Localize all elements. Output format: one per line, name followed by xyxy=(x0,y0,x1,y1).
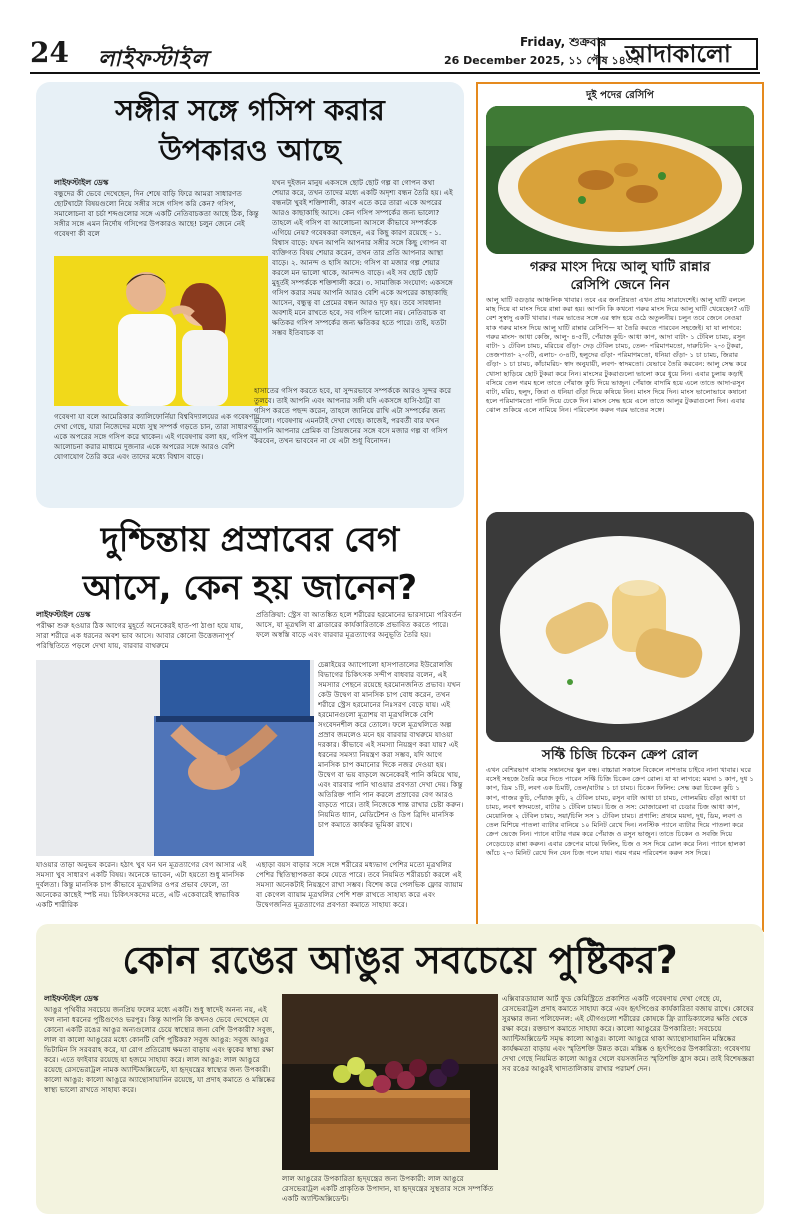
byline: লাইফস্টাইল ডেস্ক xyxy=(36,610,91,619)
byline: লাইফস্টাইল ডেস্ক xyxy=(54,178,109,187)
recipe-crepe-text: এখন বেশিরভাগ বাসায় সন্তানদের স্কুল বন্ধ। বাচ্চারা সকালে বিকেলে নাশতায় চাইবে নানা খাবার। ঘরে বসেই সহজে তৈরি করে দিতে পারেন সফ্টি চিজি চিকেন ক্রেপ রোল। যা যা লাগবে: ময়দা ১ কাপ, দুধ ১ কাপ, ডিম ১টি, লবণ এক চিমটি, তেল/বাটার ১ চা চামচ। চিকেন ফিলিং: সেদ্ধ করা চিকেন কুচি ১ কাপ, গাজর কুচি, পেঁয়াজ কুচি, ২ টেবিল চামচ, রসুন বাটা আধা চা চামচ, গোলমরিচ গুঁড়া আধা চা চামচ, লবণ স্বাদমতো, বাটার ১ টেবিল চামচ। চিজ ও সস: মোজারেলা বা চেডার চিজ আধা কাপ, মেয়োনিজ ২ টেবিল চামচ, সয়া/চিলি সস ১ টেবিল চামচ। প্রণালি: প্রথমে ময়দা, দুধ, ডিম, লবণ ও তেল মিশিয়ে পাতলা ব্যাটার বানিয়ে ১০ মিনিট রেখে দিন। ননস্টিক প্যানে ব্যাটার দিয়ে পাতলা করে ক্রেপ ভেজে নিন। প্যানে বাটার গরম করে পেঁয়াজ ও রসুন ভাজুন। তাতে চিকেন ও সবজি দিয়ে নেড়েচেড়ে রান্না করুন। এবার ক্রেপের মাঝে ফিলিং, চিজ ও সস দিয়ে রোল করে নিন। প্যানে হালকা আঁচে ২-৩ মিনিট রেখে দিন যেন চিজ গলে যায়। গরম গরম পরিবেশন করুন সস দিয়ে। xyxy=(486,766,754,857)
couple-illustration xyxy=(54,256,268,406)
man-illustration xyxy=(36,660,314,856)
recipes-section-label: দুই পদের রেসিপি xyxy=(586,90,654,101)
body-text: যখন দুইজন মানুষ একসঙ্গে ছোট ছোট গল্প বা গোপন কথা শেয়ার করে, তখন তাদের মধ্যে একটি অদৃশ্য বন্ধন তৈরি হয়। এই বন্ধনটা খুবই শক্তিশালী, কারণ এতে করে তারা একে অপরের আরও কাছাকাছি আসে। কেন গসিপ সম্পর্কের জন্য ভালো? তাহলে এই গসিপ বা আলোচনা আসলে কীভাবে সম্পর্ককে এগিয়ে নেয়? গবেষকরা বলছেন, এর কিছু কারণ রয়েছে - ১. বিশ্বাস বাড়ে: যখন আপনি আপনার সঙ্গীর সঙ্গে কিছু গোপন বা ব্যক্তিগত বিষয় শেয়ার করেন, তখন তার প্রতি আপনার আস্থা বাড়ে। ২. আনন্দ ও হাসি আসে: গসিপ বা মজার গল্প শেয়ার করলে মন ভালো থাকে, আনন্দও বাড়ে। এই সব ছোট ছোট মুহূর্তই সম্পর্ককে শক্তিশালী করে। ৩. সামাজিক সংযোগ: একসঙ্গে গসিপ করার সময় আপনি আরও বেশি একে অপরের কাছাকাছি আসেন, বন্ধুত্ব বা প্রেমের বন্ধন আরও দৃঢ় হয়। তবে সাবধান! অবশ্যই মনে রাখতে হবে, সব গসিপ ভালো নয়। নেতিবাচক বা ক্ষতিকর গসিপ সম্পর্কের জন্য ক্ষতিকর হতে পারে। তাই, যতটা সম্ভব ইতিবাচক বা xyxy=(272,178,453,337)
masthead xyxy=(0,0,792,74)
byline: লাইফস্টাইল ডেস্ক xyxy=(44,994,99,1003)
article-anxiety-intro xyxy=(36,610,250,658)
body-text: গবেষণা যা বলে আমেরিকার ক্যালিফোর্নিয়া বিশ্ববিদ্যালয়ের এক গবেষণায় দেখা গেছে, যারা নিজেদের মধ্যে সুস্থ সম্পর্ক গড়তে চান, তারা সাধারণত একে অপরের সঙ্গে গসিপ করে থাকেন। এই গবেষণায় বলা হয়, গসিপ বা আলোচনা করার মাধ্যমে দুজনার একে অপরের সঙ্গে আরও বেশি যোগাযোগ তৈরি করে এবং তাদের মধ্যে বিশ্বাস বাড়ে। xyxy=(54,412,260,461)
recipe-beef-title[interactable] xyxy=(486,258,754,294)
newspaper-logo: আদাকালো xyxy=(598,38,758,70)
body-text: প্রতিক্রিয়া: স্ট্রেস বা আতঙ্কিত হলে শরীরের হরমোনের ভারসাম্যে পরিবর্তন আসে, যা মূত্রথলি বা ব্লাডারের কার্যকারিতাকে প্রভাবিত করতে পারে। ফলে অস্বস্তি বাড়ে এবং বারবার মূত্রত্যাগের অনুভূতি তৈরি হয়। xyxy=(256,610,462,639)
body-text: যাওয়ার তাড়া অনুভব করেন। হঠাৎ খুব ঘন ঘন মূত্রত্যাগের বেগ আসার এই সমস্যা খুব সাধারণ একটি বিষয়। অনেকে ভাবেন, এটা হয়তো শুধু মানসিক দুর্বলতা। কিন্তু মানসিক চাপ কীভাবে মূত্রথলির ওপর প্রভাব ফেলে, তা অনেকের কাছেই স্পষ্ট নয়। চিকিৎসকদের মতে, এটি একেবারেই স্বাভাবিক একটি শারীরিক xyxy=(36,860,247,909)
recipe-crepe-title[interactable]: সফ্টি চিজি চিকেন ক্রেপ রোল xyxy=(541,747,699,763)
body-text: পরীক্ষা শুরু হওয়ার ঠিক আগের মুহূর্তে অনেকেরই হাত-পা ঠাণ্ডা হয়ে যায়, সারা শরীরে এক ধরনের অবশ ভাব আসে। আবার কোনো উত্তেজনাপূর্ণ পরিস্থিতিতে পড়লে দেখা যায়, বারবার বাথরুমে xyxy=(36,621,244,650)
recipe-title-line: গরুর মাংস দিয়ে আলু ঘাটি রান্নার xyxy=(529,259,711,275)
body-text: চেন্নাইয়ের অ্যাপোলো হাসপাতালের ইউরোলজি বিভাগের চিকিৎসক সন্দীপ বাধবার বলেন, এই সমস্যার পেছনে রয়েছে হরমোনজনিত প্রভাব। যখন কেউ উদ্বেগ বা মানসিক চাপ বোধ করেন, তখন শরীরে স্ট্রেস হরমোনের নিঃসরণ বেড়ে যায়। এই হরমোনগুলো মূত্রাশয় বা মূত্রথলিকে বেশি সংবেদনশীল করে তোলে। ফলে মূত্রথলিতে অল্প প্রস্রাব জমলেও মনে হয় বারবার বাথরুমে যাওয়া দরকার। কীভাবে এই সমস্যা নিয়ন্ত্রণ করা যায়? এই ধরনের সমস্যা নিয়ন্ত্রণ করা সম্ভব, যদি আগে মানসিক চাপ কমানোর দিকে নজর দেওয়া হয়। উদ্বেগ বা ভয় বাড়লে অনেকেরই পানি কমিয়ে খায়, এবং বারবার পানি খাওয়ার প্রবণতা দেখা দেয়। কিন্তু অতিরিক্ত পানি পান করলে প্রস্রাবের বেগ আরও বাড়তে পারে। তাই নিজেকে শান্ত রাখার চেষ্টা করুন। নিয়মিত ধ্যান, মেডিটেশন ও ডিপ ব্রিদিং মানসিক চাপ কমাতে কার্যকর ভূমিকা রাখে। xyxy=(318,660,464,829)
grapes-photo-caption: লাল আঙুরের উপকারিতা হৃদ্‌যন্ত্রের জন্য উপকারী: লাল আঙুরে রেসভেরাট্রল একটি প্রাকৃতিক উপাদান, যা হৃদ্‌যন্ত্রের সুস্থতার সঙ্গে সম্পর্কিত একটি অ্যান্টিঅক্সিডেন্ট। xyxy=(282,1174,494,1203)
crepe-plate-illustration xyxy=(486,512,754,742)
article-anxiety-age xyxy=(256,860,464,932)
article-grapes-headline[interactable]: কোন রঙের আঙুর সবচেয়ে পুষ্টিকর? xyxy=(122,938,678,982)
article-grapes-col3 xyxy=(502,994,758,1208)
headline-line: আসে, কেন হয় জানেন? xyxy=(82,568,418,608)
headline-line: সঙ্গীর সঙ্গে গসিপ করার xyxy=(115,93,385,127)
curry-bowl-illustration xyxy=(486,106,754,254)
recipe-title-line: রেসিপি জেনে নিন xyxy=(570,277,670,293)
headline-line: দুশ্চিন্তায় প্রস্রাবের বেগ xyxy=(100,520,400,560)
page-number: 24 xyxy=(30,36,69,69)
article-anxiety-expert xyxy=(318,660,464,856)
body-text: আঙুর পৃথিবীর সবচেয়ে জনপ্রিয় ফলের মধ্যে একটি। শুধু স্বাদেই অনন্য নয়, এই ফল নানা ধরনের পুষ্টিগুণেও ভরপুর। কিন্তু আপনি কি কখনও ভেবে দেখেছেন যে কোনো একটি রঙের আঙুর অন্যগুলোর চেয়ে স্বাস্থ্যের জন্য বেশি উপকারী? সবুজ, লাল বা কালো আঙুরের মধ্যে কোনটি বেশি পুষ্টিকর? সবুজ আঙুর: সবুজ আঙুর ভিটামিন সি সরবরাহ করে, যা রোগ প্রতিরোধ ক্ষমতা বাড়ায় এবং ত্বকের স্বাস্থ্য রক্ষা করে। এতে ফাইবার রয়েছে যা হজমে সাহায্য করে। লাল আঙুর: লাল আঙুরে রয়েছে রেসভেরাট্রল নামক অ্যান্টিঅক্সিডেন্ট, যা হৃদ্‌যন্ত্রের স্বাস্থ্যের জন্য উপকারী। কালো আঙুর: কালো আঙুরে অ্যান্থোসায়ানিন রয়েছে, যা প্রদাহ কমাতে ও মস্তিষ্কের স্বাস্থ্য ভালো রাখতে সাহায্য করে। xyxy=(44,1005,276,1094)
couple-gossip-photo xyxy=(54,256,268,406)
anxiety-photo xyxy=(36,660,314,856)
article-anxiety-headline[interactable] xyxy=(36,516,464,612)
headline-line: উপকারও আছে xyxy=(159,133,341,167)
article-anxiety-cause xyxy=(256,610,464,658)
recipes-panel xyxy=(476,82,764,932)
crepe-roll-photo xyxy=(486,512,754,742)
grapes-basket-illustration xyxy=(282,994,498,1170)
article-grapes xyxy=(36,924,764,1214)
article-gossip-headline[interactable] xyxy=(36,90,464,170)
issue-day: Friday, শুক্রবার xyxy=(520,35,607,49)
article-grapes-col1 xyxy=(44,994,276,1208)
recipe-beef-text: আলু ঘাটি বগুড়ার আঞ্চলিক খাবার। তবে এর জনপ্রিয়তা এখন প্রায় সারাদেশেই। আলু ঘাটি বললে মাছ দিয়ে বা মাংস দিয়ে রান্না করা হয়। আপনি কি কখনো গরুর মাংস দিয়ে আলু ঘাটি খেয়েছেন? এটি বেশ সুস্বাদু একটি খাবার। গরম ভাতের সঙ্গে এর স্বাদ হয়ে ওঠে অতুলনীয়। চলুন তবে জেনে নেওয়া যাক গরুর মাংস দিয়ে আলু ঘাটি রান্নার রেসিপি— যা তৈরি করতে পারবেন সহজেই। যা যা লাগবে: গরুর মাংস- আধা কেজি, আলু- ৪-৫টি, পেঁয়াজ কুচি- আধা কাপ, আদা বাটা- ১ টেবিল চামচ, রসুন বাটা- ১ টেবিল চামচ, মরিচের গুঁড়া- দেড় টেবিল চামচ, তেল- পরিমাণমতো, দারুচিনি- ২-৩ টুকরা, তেজপাতা- ২-৩টি, এলাচ- ৩-৪টি, হলুদের গুঁড়া- পরিমাণমতো, ধনিয়া গুঁড়া- ১ চা চামচ, জিরার গুঁড়া- ১ চা চামচ, কাঁচামরিচ- স্বাদ অনুযায়ী, লবণ- স্বাদমতো। যেভাবে তৈরি করবেন: আলু সেদ্ধ করে খোসা ছাড়িয়ে ছোট টুকরা করে নিন। মাংসের টুকরাগুলো ভালো করে ধুয়ে নিন। এবার চুলায় কড়াই বসিয়ে তেল গরম হলে তাতে পেঁয়াজ কুচি দিয়ে ভাজুন। পেঁয়াজ বাদামি হয়ে এলে তাতে আদা-রসুন বাটা, মরিচ, হলুদ, জিরা ও ধনিয়া গুঁড়া দিয়ে কষিয়ে নিন। মাংস দিয়ে দিন। মাংস ভালোভাবে কষানো হলে পরিমাণমতো পানি দিয়ে ঢেকে দিন। মাংস সেদ্ধ হয়ে এলে তাতে আলুর টুকরাগুলো দিন। এবার ঝোল শুকিয়ে এলে নামিয়ে নিন। পরিবেশন করুন গরম ভাতের সঙ্গে। xyxy=(486,296,750,415)
body-text: হাসাতের গসিপ করতে হবে, যা সুন্দরভাবে সম্পর্ককে আরও সুন্দর করে তুলবে। তাই আপনি এবং আপনার সঙ্গী যদি একসঙ্গে হাসি-ঠাট্টা বা গসিপ করতে পছন্দ করেন, তাহলে জানিয়ে রাখি এটা সম্পর্কের জন্য ভালো। গবেষণায় এমনটাই দেখা গেছে। কাজেই, পরবর্তী বার যখন আপনি আপনার প্রেমিক বা প্রিয়জনের সঙ্গে বসে মজার গল্প বা গসিপ করবেন, তখন ভাববেন না যে এটা শুধু বিনোদন। xyxy=(254,386,452,445)
article-gossip-conclusion xyxy=(254,386,454,502)
issue-date: 26 December 2025, ১১ পৌষ ১৪৩২ xyxy=(444,54,641,67)
article-gossip-research xyxy=(54,412,266,500)
body-text: এক্সিবারডায়াল আর্ট ফুড কেমিস্ট্রিতে প্রকাশিত একটি গবেষণায় দেখা গেছে যে, রেসভেরাট্রল প্রদাহ কমাতে সাহায্য করে এবং হৃৎপিণ্ডের কার্যকারিতা বজায় রাখে। কোষের সুরক্ষার জন্য পলিফেনল: এই যৌগগুলো শরীরের কোষকে ফ্রি র‍্যাডিক্যালের ক্ষতি থেকে রক্ষা করে। রক্তচাপ কমাতে সাহায্য করে। কালো আঙুরের উপকারিতা: সবচেয়ে অ্যান্টিঅক্সিডেন্ট সমৃদ্ধ কালো আঙুর। কালো আঙুরে থাকা অ্যান্থোসায়ানিন মস্তিষ্কের কার্যক্ষমতা বাড়ায় এবং স্মৃতিশক্তি উন্নত করে। মস্তিষ্ক ও হৃৎপিণ্ডের উপকারিতা: গবেষণায় দেখা গেছে নিয়মিত কালো আঙুর খেলে বয়সজনিত স্মৃতিশক্তি হ্রাস কমে। তাই বিশেষজ্ঞরা সব রঙের আঙুরই খাদ্যতালিকায় রাখার পরামর্শ দেন। xyxy=(502,994,755,1073)
body-text: এছাড়া বয়স বাড়ার সঙ্গে সঙ্গে শরীরের মধ্যভাগ পেশির মতো মূত্রথলির পেশির স্থিতিস্থাপকতা কমে যেতে পারে। তবে নিয়মিত শরীরচর্চা করলে এই সমস্যা অনেকটাই নিয়ন্ত্রণে রাখা সম্ভব। বিশেষ করে পেলভিক ফ্লোর ব্যায়াম বা কেগেল ব্যায়াম মূত্রথলির পেশি শক্ত রাখতে সাহায্য করে এবং উদ্বেগজনিত মূত্রত্যাগের প্রবণতা কমাতে সাহায্য করে। xyxy=(256,860,463,909)
beef-alu-ghati-photo xyxy=(486,106,754,254)
article-anxiety-continued xyxy=(36,860,250,932)
section-title: লাইফস্টাইল xyxy=(98,47,209,72)
masthead-rule xyxy=(30,72,760,74)
body-text: বন্ধুদের কী ভেবে দেখেছেন, দিন শেষে বাড়ি ফিরে আমরা সাধারণত ছোটখাটো বিষয়গুলো নিয়ে সঙ্গীর সঙ্গে গসিপ করি কেন? গসিপ, সমালোচনা বা চর্চা শব্দগুলোর সঙ্গে একটি নেতিবাচকতা আছে ঠিক, কিন্তু সঙ্গীর সঙ্গে এমন নির্দোষ গসিপের উপকারও আছে! চলুন জেনে নেই গবেষণা কী বলে xyxy=(54,189,259,238)
grapes-photo xyxy=(282,994,498,1170)
article-gossip xyxy=(36,82,464,508)
